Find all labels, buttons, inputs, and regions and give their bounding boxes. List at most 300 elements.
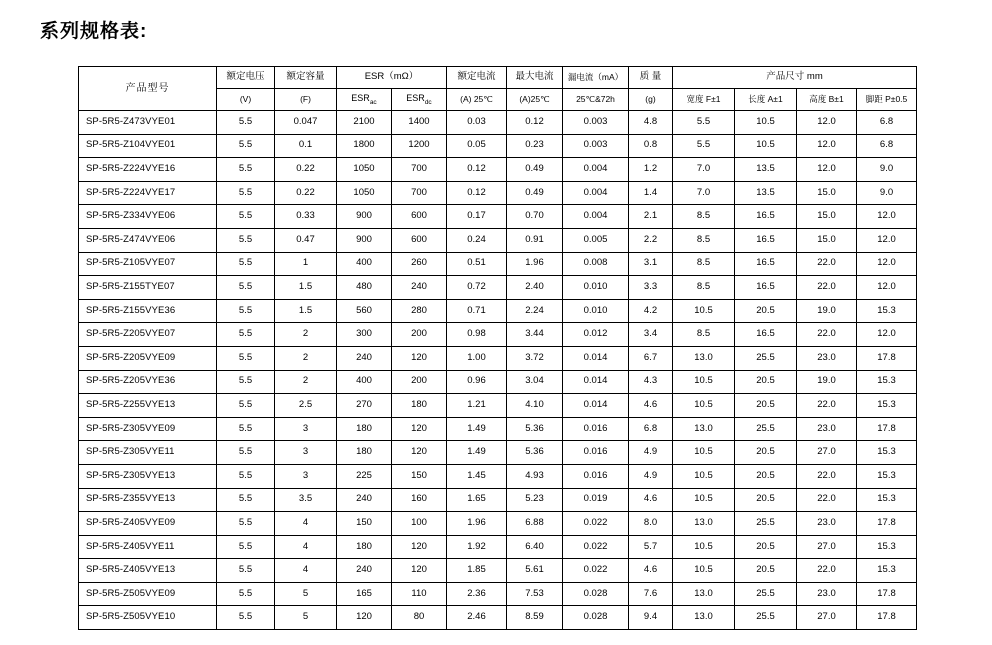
table-body	[79, 111, 917, 630]
table-cell: 4.6	[629, 394, 673, 418]
header-length: 长度 A±1	[735, 89, 797, 111]
table-cell: 10.5	[673, 559, 735, 583]
table-cell: 10.5	[673, 299, 735, 323]
table-row	[79, 346, 917, 370]
table-cell: 15.3	[857, 464, 917, 488]
table-cell: 100	[392, 512, 447, 536]
cell-model: SP-5R5-Z405VYE13	[79, 559, 217, 583]
table-cell: 4	[275, 535, 337, 559]
table-cell: 4.2	[629, 299, 673, 323]
table-cell: 5.5	[217, 512, 275, 536]
table-cell: 150	[337, 512, 392, 536]
table-cell: 0.24	[447, 228, 507, 252]
table-cell: 1200	[392, 134, 447, 158]
header-rated-current: 额定电流	[447, 67, 507, 89]
table-cell: 0.17	[447, 205, 507, 229]
table-row	[79, 181, 917, 205]
table-cell: 110	[392, 582, 447, 606]
table-cell: 25.5	[735, 606, 797, 630]
table-cell: 5.36	[507, 417, 563, 441]
table-cell: 17.8	[857, 606, 917, 630]
table-cell: 12.0	[857, 276, 917, 300]
table-cell: 10.5	[673, 535, 735, 559]
table-cell: 240	[392, 276, 447, 300]
table-cell: 600	[392, 205, 447, 229]
table-cell: 15.0	[797, 228, 857, 252]
table-cell: 5.5	[673, 111, 735, 135]
table-cell: 0.003	[563, 111, 629, 135]
table-row	[79, 441, 917, 465]
table-cell: 1400	[392, 111, 447, 135]
table-cell: 120	[392, 417, 447, 441]
table-row	[79, 606, 917, 630]
table-cell: 5.23	[507, 488, 563, 512]
table-cell: 1.2	[629, 158, 673, 182]
table-cell: 7.0	[673, 158, 735, 182]
table-cell: 600	[392, 228, 447, 252]
table-cell: 280	[392, 299, 447, 323]
table-cell: 0.51	[447, 252, 507, 276]
table-cell: 5.5	[217, 252, 275, 276]
table-cell: 165	[337, 582, 392, 606]
table-cell: 120	[337, 606, 392, 630]
table-cell: 0.019	[563, 488, 629, 512]
table-cell: 5	[275, 582, 337, 606]
table-cell: 22.0	[797, 464, 857, 488]
table-cell: 400	[337, 370, 392, 394]
table-cell: 0.1	[275, 134, 337, 158]
table-cell: 0.96	[447, 370, 507, 394]
table-cell: 12.0	[857, 228, 917, 252]
table-cell: 120	[392, 535, 447, 559]
table-cell: 0.016	[563, 417, 629, 441]
table-cell: 9.0	[857, 158, 917, 182]
table-cell: 0.028	[563, 582, 629, 606]
table-cell: 1.21	[447, 394, 507, 418]
table-cell: 27.0	[797, 606, 857, 630]
table-cell: 9.4	[629, 606, 673, 630]
table-cell: 22.0	[797, 323, 857, 347]
table-cell: 15.3	[857, 559, 917, 583]
table-cell: 1.65	[447, 488, 507, 512]
table-cell: 0.33	[275, 205, 337, 229]
table-cell: 4.10	[507, 394, 563, 418]
header-esr-dc	[392, 89, 447, 111]
table-cell: 180	[337, 417, 392, 441]
table-cell: 1.00	[447, 346, 507, 370]
table-cell: 0.014	[563, 346, 629, 370]
table-cell: 120	[392, 346, 447, 370]
table-cell: 400	[337, 252, 392, 276]
table-cell: 0.004	[563, 158, 629, 182]
table-cell: 0.004	[563, 181, 629, 205]
table-cell: 5	[275, 606, 337, 630]
table-cell: 5.5	[217, 181, 275, 205]
table-cell: 10.5	[673, 464, 735, 488]
table-cell: 13.5	[735, 158, 797, 182]
table-cell: 5.61	[507, 559, 563, 583]
table-cell: 5.5	[217, 370, 275, 394]
cell-model: SP-5R5-Z205VYE09	[79, 346, 217, 370]
table-cell: 13.0	[673, 606, 735, 630]
table-cell: 3.4	[629, 323, 673, 347]
table-cell: 4.93	[507, 464, 563, 488]
table-row	[79, 158, 917, 182]
table-cell: 0.49	[507, 158, 563, 182]
header-max-current: 最大电流	[507, 67, 563, 89]
table-cell: 17.8	[857, 582, 917, 606]
cell-model: SP-5R5-Z104VYE01	[79, 134, 217, 158]
header-esr-ac	[337, 89, 392, 111]
table-cell: 8.5	[673, 252, 735, 276]
table-cell: 10.5	[673, 370, 735, 394]
table-cell: 0.47	[275, 228, 337, 252]
table-cell: 17.8	[857, 417, 917, 441]
table-cell: 0.010	[563, 276, 629, 300]
table-cell: 1.96	[507, 252, 563, 276]
table-cell: 180	[337, 535, 392, 559]
table-cell: 7.6	[629, 582, 673, 606]
table-cell: 5.5	[217, 394, 275, 418]
table-cell: 5.5	[217, 205, 275, 229]
table-cell: 0.98	[447, 323, 507, 347]
table-cell: 5.5	[217, 158, 275, 182]
cell-model: SP-5R5-Z224VYE17	[79, 181, 217, 205]
table-cell: 17.8	[857, 512, 917, 536]
header-esr-dc-text: ESR	[406, 92, 425, 103]
table-cell: 0.008	[563, 252, 629, 276]
table-cell: 900	[337, 228, 392, 252]
table-cell: 5.5	[217, 606, 275, 630]
table-cell: 5.5	[217, 441, 275, 465]
table-row	[79, 512, 917, 536]
table-cell: 22.0	[797, 276, 857, 300]
table-cell: 10.5	[735, 111, 797, 135]
table-cell: 0.8	[629, 134, 673, 158]
table-cell: 4	[275, 559, 337, 583]
table-cell: 16.5	[735, 323, 797, 347]
table-cell: 1.85	[447, 559, 507, 583]
table-cell: 0.72	[447, 276, 507, 300]
spec-table	[78, 66, 917, 630]
table-cell: 200	[392, 370, 447, 394]
table-cell: 0.010	[563, 299, 629, 323]
table-cell: 22.0	[797, 394, 857, 418]
table-cell: 5.5	[217, 464, 275, 488]
cell-model: SP-5R5-Z405VYE11	[79, 535, 217, 559]
table-cell: 1.5	[275, 276, 337, 300]
table-cell: 19.0	[797, 299, 857, 323]
table-header	[79, 67, 917, 111]
table-cell: 6.8	[857, 111, 917, 135]
table-cell: 20.5	[735, 535, 797, 559]
table-row	[79, 559, 917, 583]
cell-model: SP-5R5-Z334VYE06	[79, 205, 217, 229]
table-cell: 16.5	[735, 205, 797, 229]
table-cell: 25.5	[735, 417, 797, 441]
table-row	[79, 299, 917, 323]
table-cell: 3.3	[629, 276, 673, 300]
table-cell: 5.5	[217, 559, 275, 583]
table-cell: 4.6	[629, 559, 673, 583]
table-cell: 0.05	[447, 134, 507, 158]
table-cell: 200	[392, 323, 447, 347]
page-title: 系列规格表:	[40, 21, 148, 42]
table-cell: 8.0	[629, 512, 673, 536]
table-cell: 12.0	[857, 323, 917, 347]
table-cell: 12.0	[797, 134, 857, 158]
header-width: 宽度 F±1	[673, 89, 735, 111]
table-cell: 0.005	[563, 228, 629, 252]
table-cell: 1	[275, 252, 337, 276]
cell-model: SP-5R5-Z255VYE13	[79, 394, 217, 418]
table-cell: 22.0	[797, 559, 857, 583]
header-leak-current: 漏电流（mA）	[563, 67, 629, 89]
table-cell: 23.0	[797, 346, 857, 370]
table-cell: 0.49	[507, 181, 563, 205]
spec-table-container	[78, 66, 916, 630]
table-cell: 16.5	[735, 276, 797, 300]
table-cell: 1.4	[629, 181, 673, 205]
header-rated-capacity-unit: (F)	[275, 89, 337, 111]
table-cell: 1.49	[447, 417, 507, 441]
table-cell: 0.012	[563, 323, 629, 347]
table-cell: 80	[392, 606, 447, 630]
table-cell: 2.40	[507, 276, 563, 300]
table-cell: 5.5	[217, 582, 275, 606]
table-cell: 5.5	[217, 417, 275, 441]
table-cell: 0.22	[275, 181, 337, 205]
table-cell: 6.7	[629, 346, 673, 370]
table-cell: 20.5	[735, 488, 797, 512]
table-row	[79, 394, 917, 418]
table-cell: 5.5	[217, 535, 275, 559]
table-cell: 20.5	[735, 370, 797, 394]
table-cell: 700	[392, 158, 447, 182]
table-cell: 4.6	[629, 488, 673, 512]
table-cell: 0.91	[507, 228, 563, 252]
table-cell: 3	[275, 464, 337, 488]
table-cell: 23.0	[797, 417, 857, 441]
table-cell: 0.22	[275, 158, 337, 182]
table-cell: 8.59	[507, 606, 563, 630]
header-esr-dc-sub: dc	[424, 98, 432, 106]
header-rated-voltage: 额定电压	[217, 67, 275, 89]
table-cell: 2	[275, 346, 337, 370]
table-row	[79, 323, 917, 347]
table-cell: 12.0	[857, 205, 917, 229]
table-cell: 0.12	[447, 158, 507, 182]
table-cell: 5.5	[217, 323, 275, 347]
table-cell: 180	[337, 441, 392, 465]
table-cell: 0.003	[563, 134, 629, 158]
table-cell: 2	[275, 370, 337, 394]
header-esr-ac-sub: ac	[369, 98, 377, 106]
table-cell: 13.0	[673, 582, 735, 606]
table-cell: 15.3	[857, 441, 917, 465]
cell-model: SP-5R5-Z224VYE16	[79, 158, 217, 182]
table-cell: 10.5	[735, 134, 797, 158]
cell-model: SP-5R5-Z405VYE09	[79, 512, 217, 536]
table-cell: 2.24	[507, 299, 563, 323]
table-cell: 0.23	[507, 134, 563, 158]
table-cell: 2.5	[275, 394, 337, 418]
table-cell: 0.028	[563, 606, 629, 630]
table-cell: 10.5	[673, 488, 735, 512]
table-row	[79, 228, 917, 252]
table-cell: 180	[392, 394, 447, 418]
table-row	[79, 276, 917, 300]
table-cell: 15.3	[857, 488, 917, 512]
header-max-current-unit: (A)25℃	[507, 89, 563, 111]
cell-model: SP-5R5-Z474VYE06	[79, 228, 217, 252]
table-cell: 15.3	[857, 299, 917, 323]
table-cell: 225	[337, 464, 392, 488]
table-cell: 12.0	[857, 252, 917, 276]
header-rated-capacity: 额定容量	[275, 67, 337, 89]
table-cell: 0.022	[563, 559, 629, 583]
table-cell: 1.49	[447, 441, 507, 465]
table-cell: 15.3	[857, 535, 917, 559]
header-mass: 质 量	[629, 67, 673, 89]
table-cell: 23.0	[797, 512, 857, 536]
header-model: 产品型号	[79, 67, 217, 111]
table-cell: 240	[337, 488, 392, 512]
table-row	[79, 370, 917, 394]
table-cell: 480	[337, 276, 392, 300]
table-cell: 5.36	[507, 441, 563, 465]
table-cell: 5.5	[217, 276, 275, 300]
table-cell: 13.5	[735, 181, 797, 205]
cell-model: SP-5R5-Z505VYE10	[79, 606, 217, 630]
table-cell: 240	[337, 559, 392, 583]
table-cell: 3.72	[507, 346, 563, 370]
header-rated-current-unit: (A) 25℃	[447, 89, 507, 111]
table-row	[79, 535, 917, 559]
table-cell: 20.5	[735, 299, 797, 323]
table-cell: 2.36	[447, 582, 507, 606]
table-row	[79, 464, 917, 488]
header-esr-ac-text: ESR	[351, 92, 370, 103]
table-cell: 9.0	[857, 181, 917, 205]
table-cell: 120	[392, 441, 447, 465]
header-pitch: 脚距 P±0.5	[857, 89, 917, 111]
table-cell: 3.44	[507, 323, 563, 347]
table-cell: 5.5	[217, 111, 275, 135]
table-cell: 5.5	[217, 299, 275, 323]
table-cell: 4	[275, 512, 337, 536]
table-cell: 1800	[337, 134, 392, 158]
header-leak-current-unit: 25℃&72h	[563, 89, 629, 111]
table-cell: 25.5	[735, 582, 797, 606]
table-cell: 4.9	[629, 441, 673, 465]
header-dimensions: 产品尺寸 mm	[673, 67, 917, 89]
table-cell: 0.016	[563, 464, 629, 488]
table-cell: 2.46	[447, 606, 507, 630]
table-cell: 0.047	[275, 111, 337, 135]
table-cell: 10.5	[673, 441, 735, 465]
table-cell: 16.5	[735, 252, 797, 276]
table-cell: 2	[275, 323, 337, 347]
table-cell: 6.8	[629, 417, 673, 441]
table-cell: 5.5	[673, 134, 735, 158]
table-cell: 0.014	[563, 370, 629, 394]
table-cell: 20.5	[735, 464, 797, 488]
table-cell: 0.12	[447, 181, 507, 205]
table-cell: 1.5	[275, 299, 337, 323]
table-cell: 19.0	[797, 370, 857, 394]
table-cell: 1.45	[447, 464, 507, 488]
cell-model: SP-5R5-Z305VYE09	[79, 417, 217, 441]
table-cell: 25.5	[735, 512, 797, 536]
cell-model: SP-5R5-Z355VYE13	[79, 488, 217, 512]
table-cell: 27.0	[797, 535, 857, 559]
table-cell: 16.5	[735, 228, 797, 252]
table-cell: 8.5	[673, 276, 735, 300]
table-cell: 6.40	[507, 535, 563, 559]
table-cell: 4.8	[629, 111, 673, 135]
table-cell: 0.70	[507, 205, 563, 229]
cell-model: SP-5R5-Z473VYE01	[79, 111, 217, 135]
header-height: 高度 B±1	[797, 89, 857, 111]
table-row	[79, 252, 917, 276]
table-cell: 240	[337, 346, 392, 370]
table-cell: 6.88	[507, 512, 563, 536]
cell-model: SP-5R5-Z305VYE11	[79, 441, 217, 465]
header-mass-unit: (g)	[629, 89, 673, 111]
table-cell: 15.3	[857, 370, 917, 394]
header-esr: ESR（mΩ）	[337, 67, 447, 89]
table-cell: 2.2	[629, 228, 673, 252]
table-cell: 12.0	[797, 111, 857, 135]
table-cell: 8.5	[673, 323, 735, 347]
table-cell: 4.3	[629, 370, 673, 394]
table-cell: 2100	[337, 111, 392, 135]
table-cell: 150	[392, 464, 447, 488]
table-cell: 27.0	[797, 441, 857, 465]
table-row	[79, 205, 917, 229]
table-cell: 8.5	[673, 205, 735, 229]
table-cell: 0.03	[447, 111, 507, 135]
table-cell: 4.9	[629, 464, 673, 488]
table-cell: 7.53	[507, 582, 563, 606]
cell-model: SP-5R5-Z155VYE36	[79, 299, 217, 323]
table-cell: 17.8	[857, 346, 917, 370]
table-row	[79, 488, 917, 512]
table-cell: 22.0	[797, 252, 857, 276]
table-cell: 0.12	[507, 111, 563, 135]
table-cell: 20.5	[735, 441, 797, 465]
table-cell: 3.04	[507, 370, 563, 394]
table-cell: 3	[275, 417, 337, 441]
table-cell: 300	[337, 323, 392, 347]
cell-model: SP-5R5-Z505VYE09	[79, 582, 217, 606]
table-row	[79, 582, 917, 606]
table-cell: 3.1	[629, 252, 673, 276]
table-cell: 13.0	[673, 512, 735, 536]
table-cell: 12.0	[797, 158, 857, 182]
table-cell: 15.0	[797, 205, 857, 229]
table-cell: 1.92	[447, 535, 507, 559]
cell-model: SP-5R5-Z155TYE07	[79, 276, 217, 300]
table-cell: 5.5	[217, 228, 275, 252]
table-cell: 13.0	[673, 346, 735, 370]
table-cell: 270	[337, 394, 392, 418]
table-cell: 1050	[337, 181, 392, 205]
table-cell: 2.1	[629, 205, 673, 229]
table-cell: 120	[392, 559, 447, 583]
table-cell: 15.0	[797, 181, 857, 205]
